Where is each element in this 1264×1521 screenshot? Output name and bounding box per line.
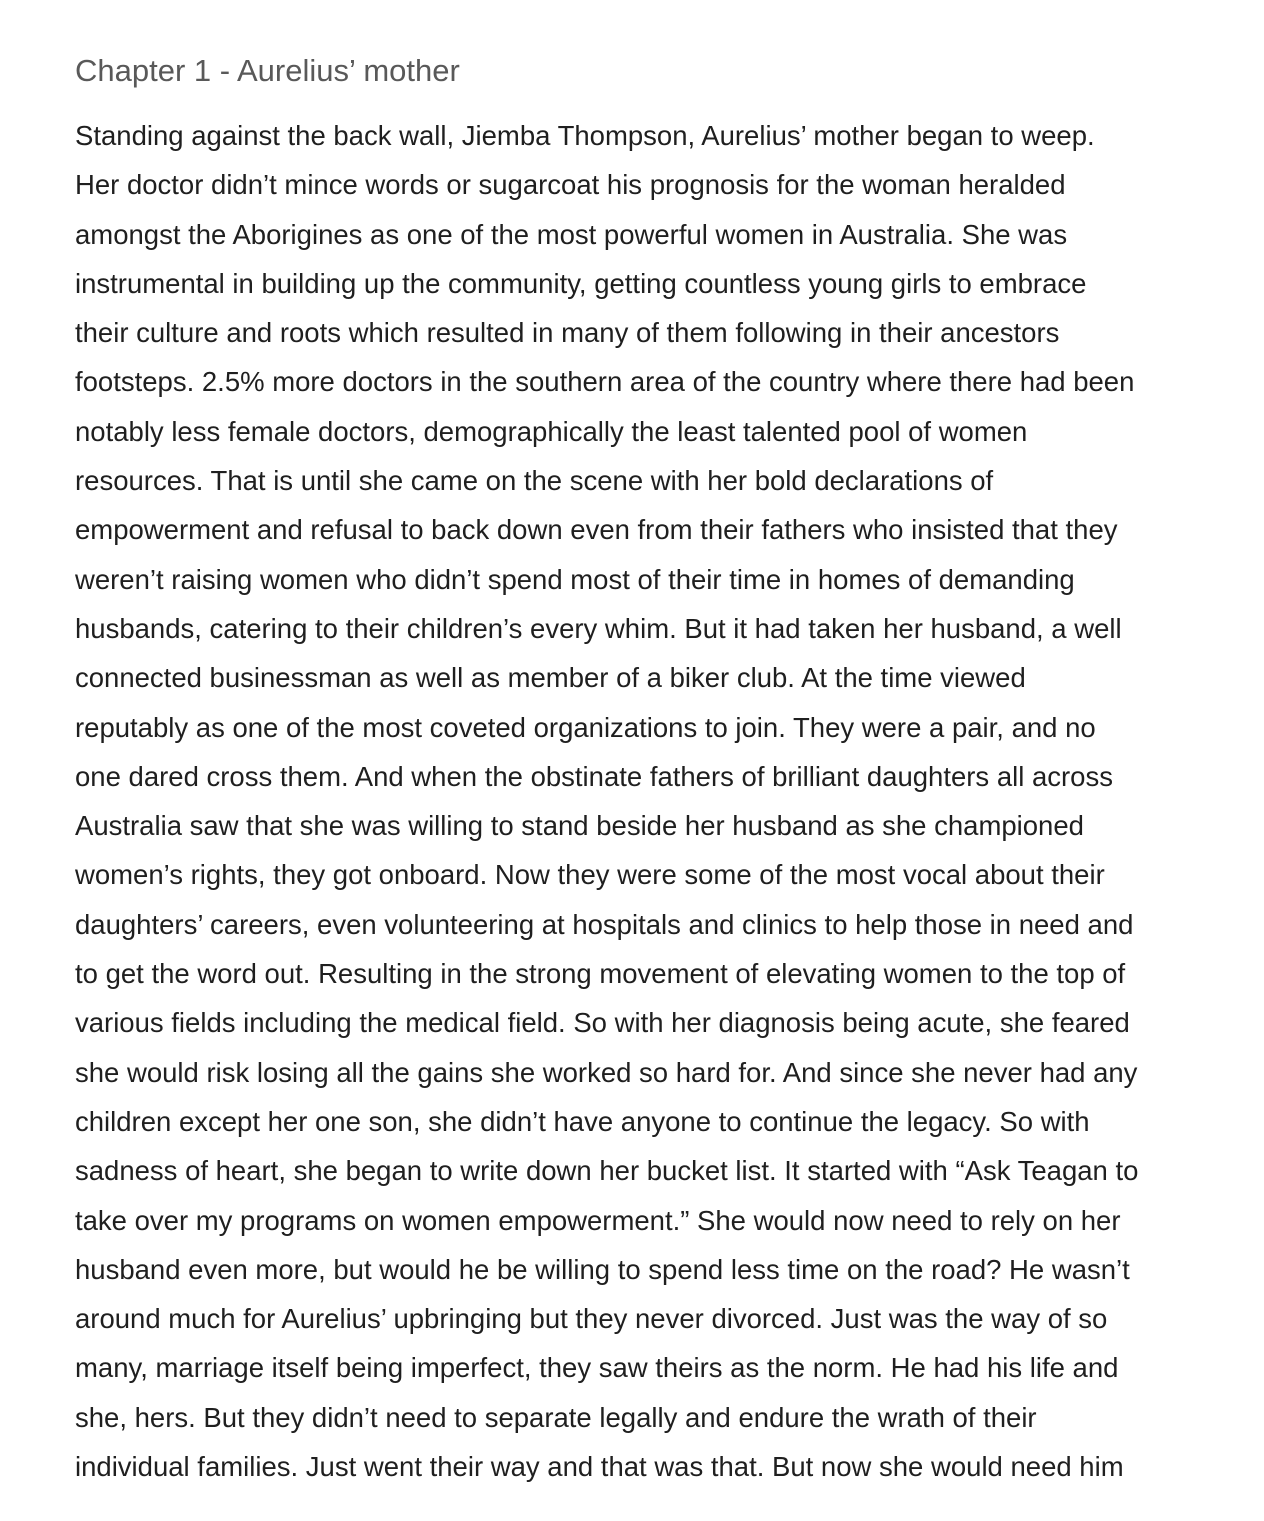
text-line: take over my programs on women empowerment.” She would now need to rely on her xyxy=(75,1204,1121,1236)
text-line: sadness of heart, she began to write down her bucket list. It started with “Ask Teagan to xyxy=(75,1155,1139,1187)
chapter-body-text xyxy=(75,111,1138,1491)
text-line: to get the word out. Resulting in the strong movement of elevating women to the top of xyxy=(75,958,1126,990)
text-line: individual families. Just went their way and that was that. But now she would need him xyxy=(75,1451,1124,1483)
text-line: many, marriage itself being imperfect, they saw theirs as the norm. He had his life and xyxy=(75,1352,1119,1384)
text-line: empowerment and refusal to back down even from their fathers who insisted that they xyxy=(75,514,1118,546)
text-line: children except her one son, she didn’t have anyone to continue the legacy. So with xyxy=(75,1105,1090,1137)
text-line: one dared cross them. And when the obstinate fathers of brilliant daughters all across xyxy=(75,760,1113,792)
text-line: resources. That is until she came on the scene with her bold declarations of xyxy=(75,465,994,497)
text-line: she would risk losing all the gains she worked so hard for. And since she never had any xyxy=(75,1056,1138,1088)
text-line: Her doctor didn’t mince words or sugarcoat his prognosis for the woman heralded xyxy=(75,169,1066,201)
chapter-title: Chapter 1 - Aurelius’ mother xyxy=(75,53,460,88)
text-line: around much for Aurelius’ upbringing but they never divorced. Just was the way of so xyxy=(75,1303,1108,1335)
text-line: their culture and roots which resulted in many of them following in their ancestors xyxy=(75,317,1060,349)
text-line: Australia saw that she was willing to stand beside her husband as she championed xyxy=(75,810,1084,842)
text-line: weren’t raising women who didn’t spend most of their time in homes of demanding xyxy=(75,563,1075,595)
text-line: amongst the Aborigines as one of the most powerful women in Australia. She was xyxy=(75,218,1068,250)
text-line: women’s rights, they got onboard. Now they were some of the most vocal about their xyxy=(75,859,1105,891)
text-line: Standing against the back wall, Jiemba Thompson, Aurelius’ mother began to weep. xyxy=(75,120,1095,151)
text-line: husbands, catering to their children’s every whim. But it had taken her husband, a well xyxy=(75,612,1122,644)
text-line: reputably as one of the most coveted organizations to join. They were a pair, and no xyxy=(75,711,1096,743)
text-line: footsteps. 2.5% more doctors in the southern area of the country where there had been xyxy=(75,366,1135,398)
text-line: instrumental in building up the community, getting countless young girls to embrace xyxy=(75,267,1087,299)
text-line: notably less female doctors, demographically the least talented pool of women xyxy=(75,415,1028,447)
text-line: daughters’ careers, even volunteering at hospitals and clinics to help those in need and xyxy=(75,908,1134,940)
text-line: husband even more, but would he be willing to spend less time on the road? He wasn’t xyxy=(75,1253,1130,1285)
text-line: she, hers. But they didn’t need to separate legally and endure the wrath of their xyxy=(75,1401,1037,1433)
text-line: connected businessman as well as member of a biker club. At the time viewed xyxy=(75,662,1026,694)
text-line: various fields including the medical field. So with her diagnosis being acute, she feared xyxy=(75,1007,1130,1039)
